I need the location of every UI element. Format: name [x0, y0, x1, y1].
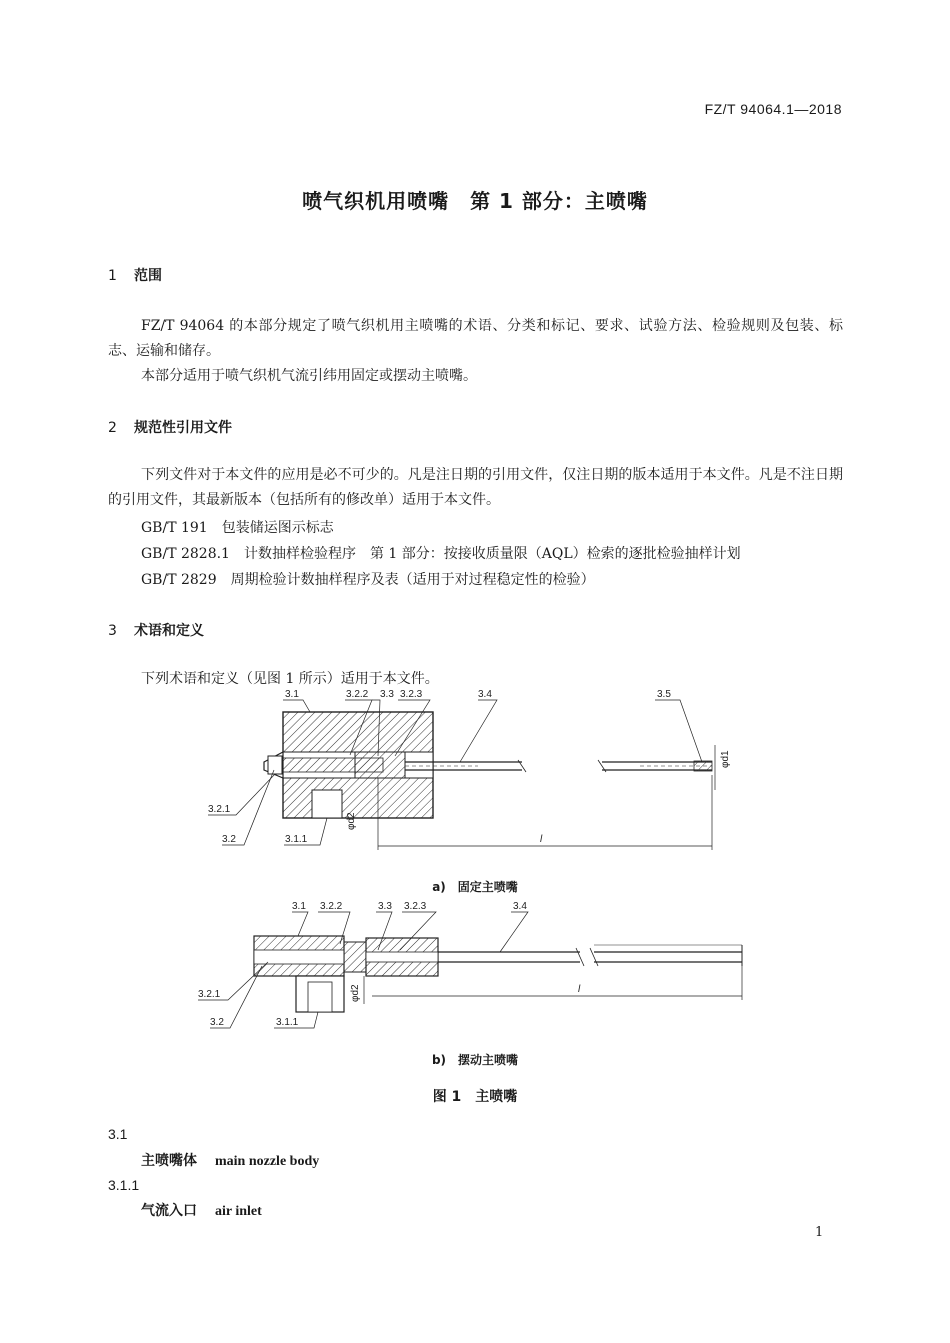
- term-en: air inlet: [215, 1204, 262, 1219]
- label-3-2-1: 3.2.1: [208, 804, 231, 815]
- label-phi-d1: φd1: [720, 750, 731, 768]
- section-title: 范围: [134, 268, 162, 284]
- label-3-1: 3.1: [285, 689, 299, 700]
- figure-caption-a: a) 固定主喷嘴: [432, 880, 518, 894]
- standard-number: FZ/T 94064.1—2018: [704, 101, 842, 117]
- label-3-1: 3.1: [292, 901, 306, 912]
- label-3-2-3: 3.2.3: [400, 689, 423, 700]
- term-number: 3.1: [108, 1126, 128, 1142]
- reference-item: GB/T 2828.1 计数抽样检验程序 第 1 部分：按接收质量限（AQL）检索的逐批检验抽样计划: [141, 546, 741, 562]
- label-3-4: 3.4: [513, 901, 527, 912]
- label-3-3: 3.3: [380, 689, 394, 700]
- term-zh: 气流入口: [141, 1203, 197, 1219]
- fixed-nozzle-drawing: [208, 689, 731, 850]
- paragraph-text: 本部分适用于喷气织机气流引纬用固定或摆动主喷嘴。: [141, 368, 477, 384]
- label-3-1-1: 3.1.1: [276, 1017, 299, 1028]
- section-title: 规范性引用文件: [134, 420, 232, 436]
- document-title: 喷气织机用喷嘴 第 1 部分：主喷嘴: [302, 189, 648, 213]
- label-3-2-3: 3.2.3: [404, 901, 427, 912]
- paragraph-text: FZ/T 94064 的本部分规定了喷气织机用主喷嘴的术语、分类和标记、要求、试验方法、检验规则及包装、标志、运输和储存。: [108, 318, 843, 359]
- swing-nozzle-drawing: [198, 901, 742, 1028]
- label-3-4: 3.4: [478, 689, 492, 700]
- reference-item: GB/T 2829 周期检验计数抽样程序及表（适用于对过程稳定性的检验）: [141, 572, 595, 588]
- label-3-2-2: 3.2.2: [320, 901, 343, 912]
- section-title: 术语和定义: [134, 623, 204, 639]
- section-3-paragraph-1: 下列术语和定义（见图 1 所示）适用于本文件。: [141, 671, 439, 687]
- term-entry: [141, 1200, 262, 1220]
- term-zh: 主喷嘴体: [141, 1153, 197, 1169]
- term-entry: [141, 1150, 319, 1170]
- label-phi-d2: φd2: [346, 812, 357, 830]
- figure-caption-b: b) 摆动主喷嘴: [431, 1053, 519, 1067]
- reference-item: GB/T 191 包装储运图示标志: [141, 520, 334, 536]
- paragraph-text: 下列文件对于本文件的应用是必不可少的。凡是注日期的引用文件，仅注日期的版本适用于本文件。凡是不注日期的引用文件，其最新版本（包括所有的修改单）适用于本文件。: [108, 467, 843, 508]
- term-en: main nozzle body: [215, 1154, 320, 1169]
- label-length: l: [540, 834, 543, 845]
- label-length: l: [578, 984, 581, 995]
- label-3-2-1: 3.2.1: [198, 989, 221, 1000]
- page-number: 1: [815, 1225, 824, 1240]
- label-3-1-1: 3.1.1: [285, 834, 308, 845]
- term-number: 3.1.1: [108, 1177, 140, 1193]
- section-number: 1: [108, 268, 117, 284]
- section-number: 3: [108, 623, 117, 639]
- label-3-2: 3.2: [210, 1017, 224, 1028]
- label-3-3: 3.3: [378, 901, 392, 912]
- section-number: 2: [108, 420, 117, 436]
- label-3-2-2: 3.2.2: [346, 689, 369, 700]
- figure-title: 图 1 主喷嘴: [432, 1089, 518, 1105]
- label-3-2: 3.2: [222, 834, 236, 845]
- label-3-5: 3.5: [657, 689, 671, 700]
- label-phi-d2: φd2: [350, 984, 361, 1002]
